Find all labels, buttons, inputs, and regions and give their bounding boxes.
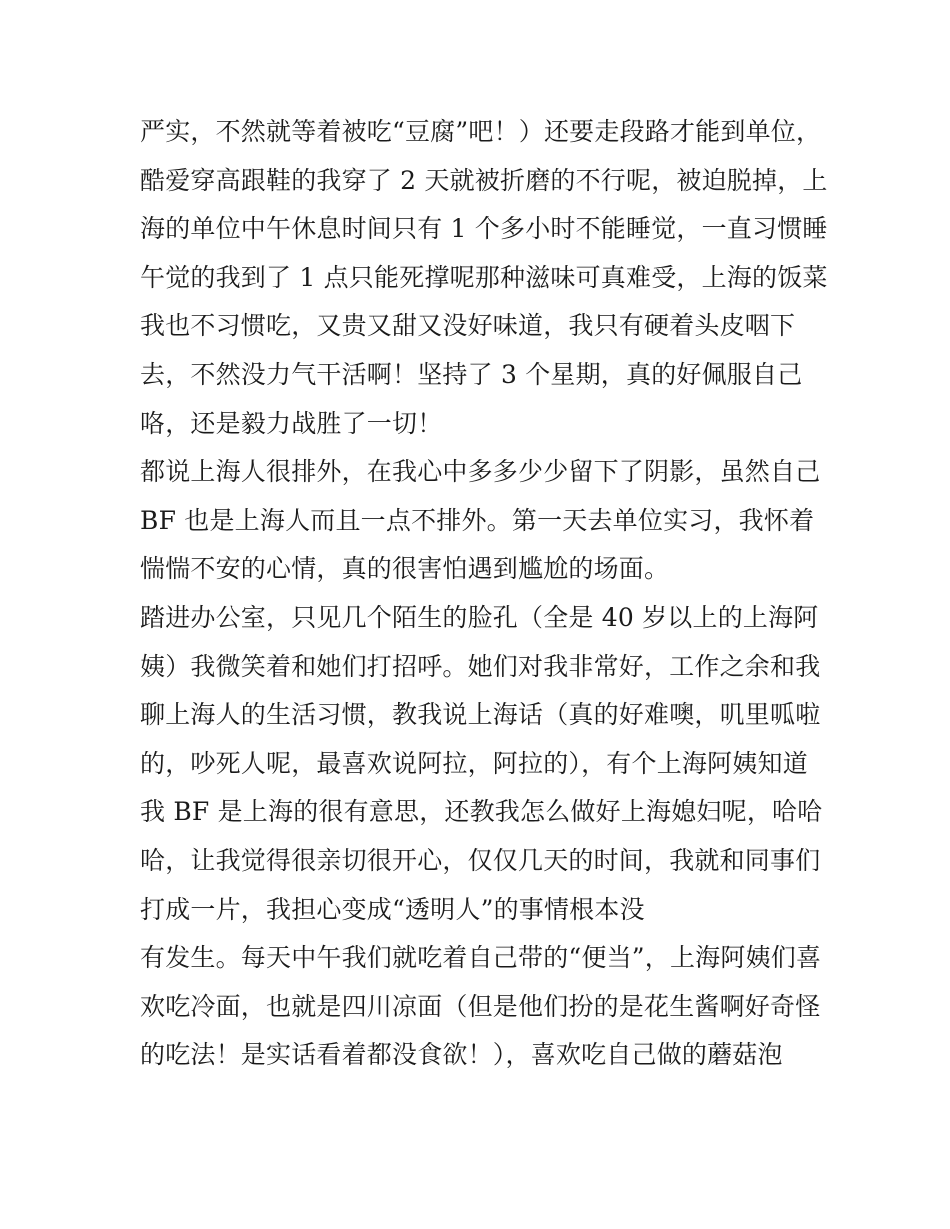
text-line: 酷爱穿高跟鞋的我穿了 2 天就被折磨的不行呢，被迫脱掉，上 [140, 165, 828, 195]
text-line: 欢吃冷面，也就是四川凉面（但是他们扮的是花生酱啊好奇怪 [140, 991, 821, 1021]
text-line: 姨）我微笑着和她们打招呼。她们对我非常好，工作之余和我 [140, 651, 821, 681]
text-line: 我也不习惯吃，又贵又甜又没好味道，我只有硬着头皮咽下 [140, 311, 796, 341]
text-line: 去，不然没力气干活啊！坚持了 3 个星期，真的好佩服自己 [140, 359, 803, 389]
text-line: 哈，让我觉得很亲切很开心，仅仅几天的时间，我就和同事们 [140, 845, 821, 875]
text-line: 的吃法！是实话看着都没食欲！），喜欢吃自己做的蘑菇泡 [140, 1040, 783, 1070]
text-line: 我 BF 是上海的很有意思，还教我怎么做好上海媳妇呢，哈哈 [140, 797, 823, 827]
text-line: 踏进办公室，只见几个陌生的脸孔（全是 40 岁以上的上海阿 [140, 602, 819, 632]
text-line: 都说上海人很排外，在我心中多多少少留下了阴影，虽然自己 [140, 457, 821, 487]
text-line: 海的单位中午休息时间只有 1 个多小时不能睡觉，一直习惯睡 [140, 214, 828, 244]
text-line: 惴惴不安的心情，真的很害怕遇到尴尬的场面。 [140, 554, 670, 584]
text-line: 聊上海人的生活习惯，教我说上海话（真的好难噢，叽里呱啦 [140, 700, 821, 730]
text-line: 的，吵死人呢，最喜欢说阿拉，阿拉的），有个上海阿姨知道 [140, 748, 808, 778]
text-line: 严实，不然就等着被吃“豆腐”吧！）还要走段路才能到单位， [140, 117, 822, 146]
text-line: 打成一片，我担心变成“透明人”的事情根本没 [140, 894, 645, 924]
text-line: BF 也是上海人而且一点不排外。第一天去单位实习，我怀着 [140, 505, 815, 535]
body-text [140, 108, 828, 1080]
text-line: 午觉的我到了 1 点只能死撑呢那种滋味可真难受，上海的饭菜 [140, 262, 828, 292]
text-line: 有发生。每天中午我们就吃着自己带的“便当”，上海阿姨们喜 [140, 943, 822, 973]
text-line: 咯，还是毅力战胜了一切！ [140, 408, 443, 438]
